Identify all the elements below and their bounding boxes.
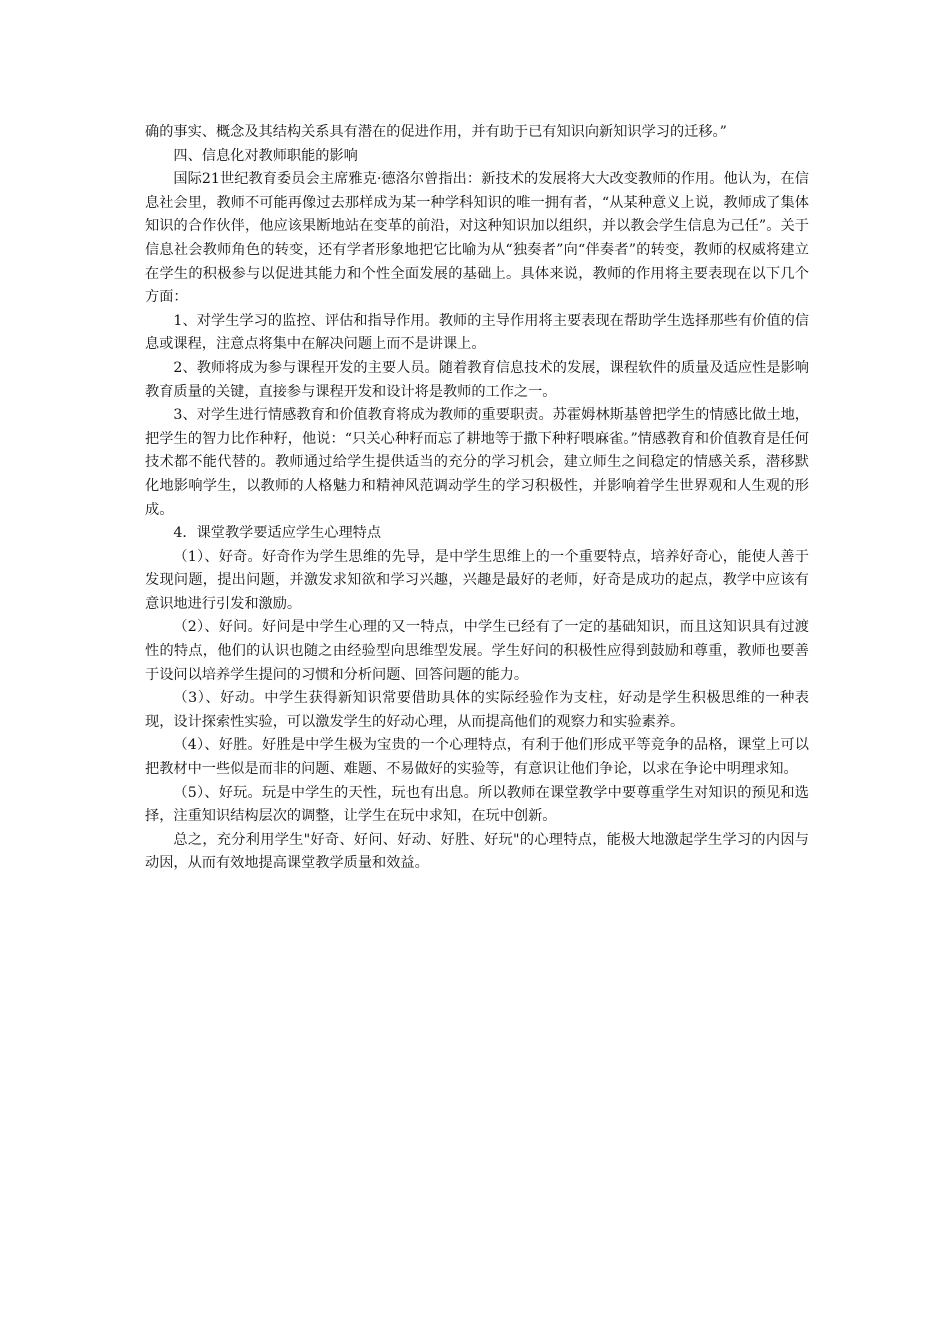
paragraph-role-3: 3、对学生进行情感教育和价值教育将成为教师的重要职责。苏霍姆林斯基曾把学生的情感比做土地，把学生的智力比作种籽，他说：“只关心种籽而忘了耕地等于撒下种籽喂麻雀。”情感教育和价值教育是任何技术都不能代替的。教师通过给学生提供适当的充分的学习机会，建立师生之间稳定的情感关系，潜移默化地影响学生，以教师的人格魅力和精神风范调动学生的学习积极性，并影响着学生世界观和人生观的形成。 [145,407,809,518]
paragraph-active: （3）、好动。中学生获得新知识常要借助具体的实际经验作为支柱，好动是学生积极思维的一种表现，设计探索性实验，可以激发学生的好动心理，从而提高他们的观察力和实验素养。 [145,690,809,730]
paragraph-continuation: 确的事实、概念及其结构关系具有潜在的促进作用，并有助于已有知识向新知识学习的迁移。” [145,124,727,140]
paragraph-role-2: 2、教师将成为参与课程开发的主要人员。随着教育信息技术的发展，课程软件的质量及适应性是影响教育质量的关键，直接参与课程开发和设计将是教师的工作之一。 [145,359,809,400]
paragraph-playful: （5）、好玩。玩是中学生的天性，玩也有出息。所以教师在课堂教学中要尊重学生对知识的预见和选择，注重知识结构层次的调整，让学生在玩中求知，在玩中创新。 [145,784,809,825]
paragraph-competitive: （4）、好胜。好胜是中学生极为宝贵的一个心理特点，有利于他们形成平等竞争的品格，课堂上可以把教材中一些似是而非的问题、难题、不易做好的实验等，有意识让他们争论，以求在争论中明理求知。 [145,737,809,778]
paragraph-role-1: 1、对学生学习的监控、评估和指导作用。教师的主导作用将主要表现在帮助学生选择那些有价值的信息或课程，注意点将集中在解决问题上而不是讲课上。 [145,312,809,353]
document-body [145,121,809,876]
paragraph-inquisitive: （2）、好问。好问是中学生心理的又一特点，中学生已经有了一定的基础知识，而且这知识具有过渡性的特点，他们的认识也随之由经验型向思维型发展。学生好问的积极性应得到鼓励和尊重，教师也要善于设问以培养学生提问的习惯和分析问题、回答问题的能力。 [145,619,809,683]
paragraph-curiosity: （1）、好奇。好奇作为学生思维的先导，是中学生思维上的一个重要特点，培养好奇心，能使人善于发现问题，提出问题，并激发求知欲和学习兴趣，兴趣是最好的老师，好奇是成功的起点，教学中应该有意识地进行引发和激励。 [145,548,809,612]
paragraph-conclusion: 总之，充分利用学生"好奇、好问、好动、好胜、好玩"的心理特点，能极大地激起学生学习的内因与动因，从而有效地提高课堂教学质量和效益。 [145,831,809,872]
section-heading-psychology: 4．课堂教学要适应学生心理特点 [173,525,382,542]
paragraph-delors-quote: 国际21世纪教育委员会主席雅克·德洛尔曾指出：新技术的发展将大大改变教师的作用。他认为，在信息社会里，教师不可能再像过去那样成为某一种学科知识的唯一拥有者，“从某种意义上说，教师成了集体知识的合作伙伴，他应该果断地站在变革的前沿，对这种知识加以组织，并以教会学生信息为己任”。关于信息社会教师角色的转变，还有学者形象地把它比喻为从“独奏者”向“伴奏者”的转变，教师的权威将建立在学生的积极参与以促进其能力和个性全面发展的基础上。具体来说，教师的作用将主要表现在以下几个方面： [145,171,809,306]
section-heading-teacher-roles: 四、信息化对教师职能的影响 [173,147,358,164]
